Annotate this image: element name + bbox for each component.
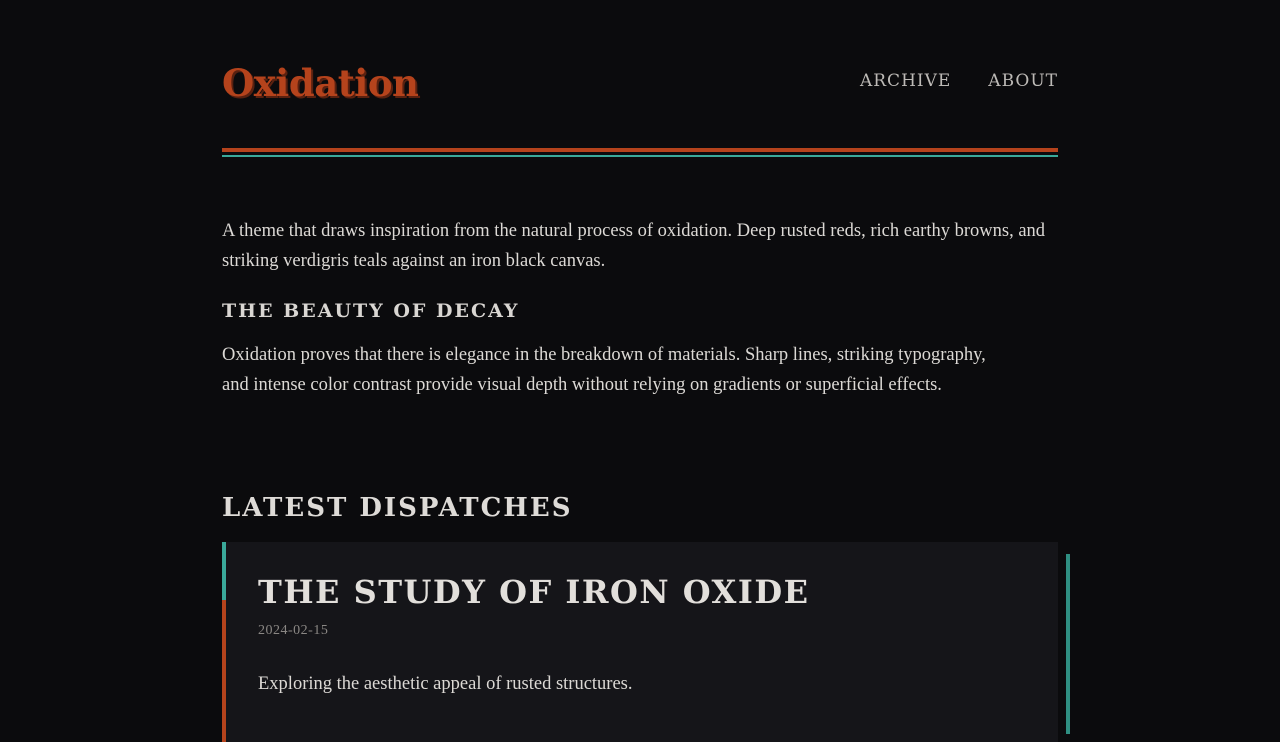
- page-container: [222, 0, 1058, 146]
- main-nav: [860, 68, 1058, 94]
- header-divider-rust: [222, 148, 1058, 152]
- card-accent-rust: [222, 600, 226, 742]
- post-card[interactable]: [222, 542, 1058, 742]
- card-accent-side: [1066, 554, 1070, 734]
- site-logo-link[interactable]: Oxidation: [222, 61, 419, 105]
- post-excerpt: Exploring the aesthetic appeal of rusted structures.: [258, 674, 633, 694]
- section-body-paragraph: Oxidation proves that there is elegance in the breakdown of materials. Sharp lines, striking typography, and intense color contrast provide visual depth without relying on gradients or superficial effects.: [222, 345, 986, 395]
- nav-about-link[interactable]: ABOUT: [988, 71, 1058, 91]
- site-header: [222, 0, 1058, 146]
- latest-dispatches-heading: LATEST DISPATCHES: [222, 493, 573, 523]
- card-accent-teal: [222, 542, 226, 600]
- section-heading-beauty-of-decay: THE BEAUTY OF DECAY: [222, 300, 520, 322]
- post-date: 2024-02-15: [258, 623, 329, 638]
- header-divider-teal: [222, 155, 1058, 157]
- intro-paragraph: A theme that draws inspiration from the natural process of oxidation. Deep rusted reds, rich earthy browns, and striking verdigris teals against an iron black canvas.: [222, 221, 1046, 271]
- post-title-link[interactable]: THE STUDY OF IRON OXIDE: [258, 573, 810, 611]
- nav-archive-link[interactable]: ARCHIVE: [859, 71, 952, 91]
